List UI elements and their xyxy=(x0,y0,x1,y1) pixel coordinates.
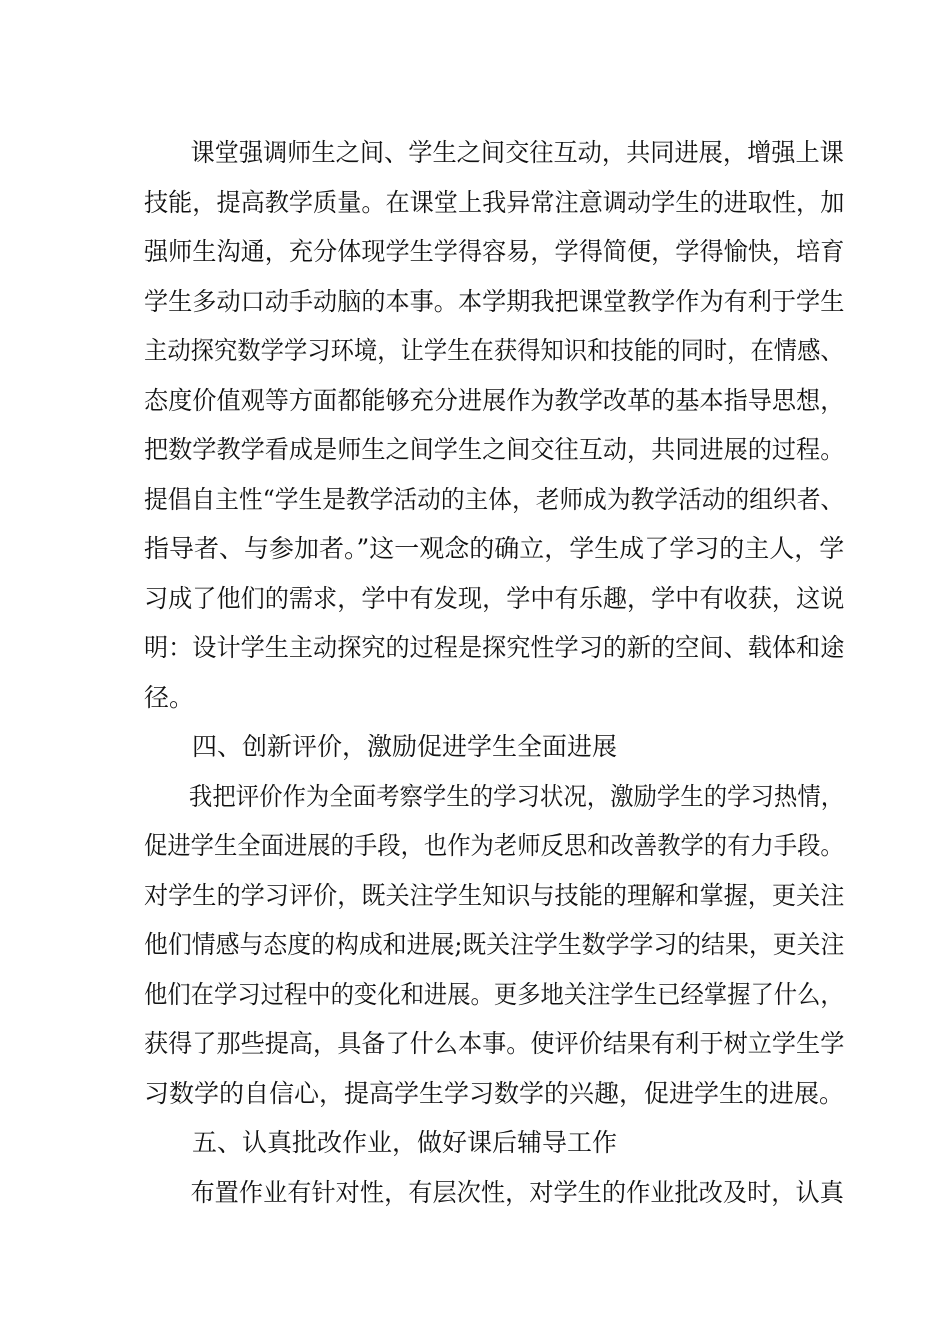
text-line: 学生多动口动手动脑的本事。本学期我把课堂教学作为有利于学生 xyxy=(144,286,845,316)
text-line: 主动探究数学学习环境，让学生在获得知识和技能的同时，在情感、 xyxy=(144,336,844,365)
text-line: 促进学生全面进展的手段，也作为老师反思和改善教学的有力手段。 xyxy=(144,831,844,860)
text-line: 对学生的学习评价，既关注学生知识与技能的理解和掌握，更关注 xyxy=(144,880,845,910)
text-line: 明：设计学生主动探究的过程是探究性学习的新的空间、载体和途 xyxy=(144,633,845,662)
text-line: 提倡自主性“学生是教学活动的主体，老师成为教学活动的组织者、 xyxy=(144,484,845,514)
text-line: 态度价值观等方面都能够充分进展作为教学改革的基本指导思想， xyxy=(144,385,845,415)
text-line: 习成了他们的需求，学中有发现，学中有乐趣，学中有收获，这说 xyxy=(144,583,845,613)
text-line: 习数学的自信心，提高学生学习数学的兴趣，促进学生的进展。 xyxy=(144,1078,845,1108)
text-line: 我把评价作为全面考察学生的学习状况，激励学生的学习热情， xyxy=(188,781,845,811)
section-heading: 四、创新评价，激励促进学生全面进展 xyxy=(192,732,618,761)
section-heading: 五、认真批改作业，做好课后辅导工作 xyxy=(192,1128,618,1157)
text-line: 强师生沟通，充分体现学生学得容易，学得简便，学得愉快，培育 xyxy=(144,237,845,266)
text-line: 获得了那些提高，具备了什么本事。使评价结果有利于树立学生学 xyxy=(144,1029,845,1058)
text-line: 技能，提高教学质量。在课堂上我异常注意调动学生的进取性，加 xyxy=(144,187,845,217)
text-line: 课堂强调师生之间、学生之间交往互动，共同进展，增强上课 xyxy=(190,138,844,167)
text-line: 他们在学习过程中的变化和进展。更多地关注学生已经掌握了什么， xyxy=(144,979,844,1009)
body-text xyxy=(144,128,844,1217)
text-line: 径。 xyxy=(144,682,195,712)
text-line: 布置作业有针对性，有层次性，对学生的作业批改及时，认真 xyxy=(190,1177,844,1207)
text-line: 他们情感与态度的构成和进展;既关注学生数学学习的结果，更关注 xyxy=(144,930,845,959)
text-line: 指导者、与参加者。”这一观念的确立，学生成了学习的主人，学 xyxy=(144,534,845,563)
text-line: 把数学教学看成是师生之间学生之间交往互动，共同进展的过程。 xyxy=(144,435,845,464)
